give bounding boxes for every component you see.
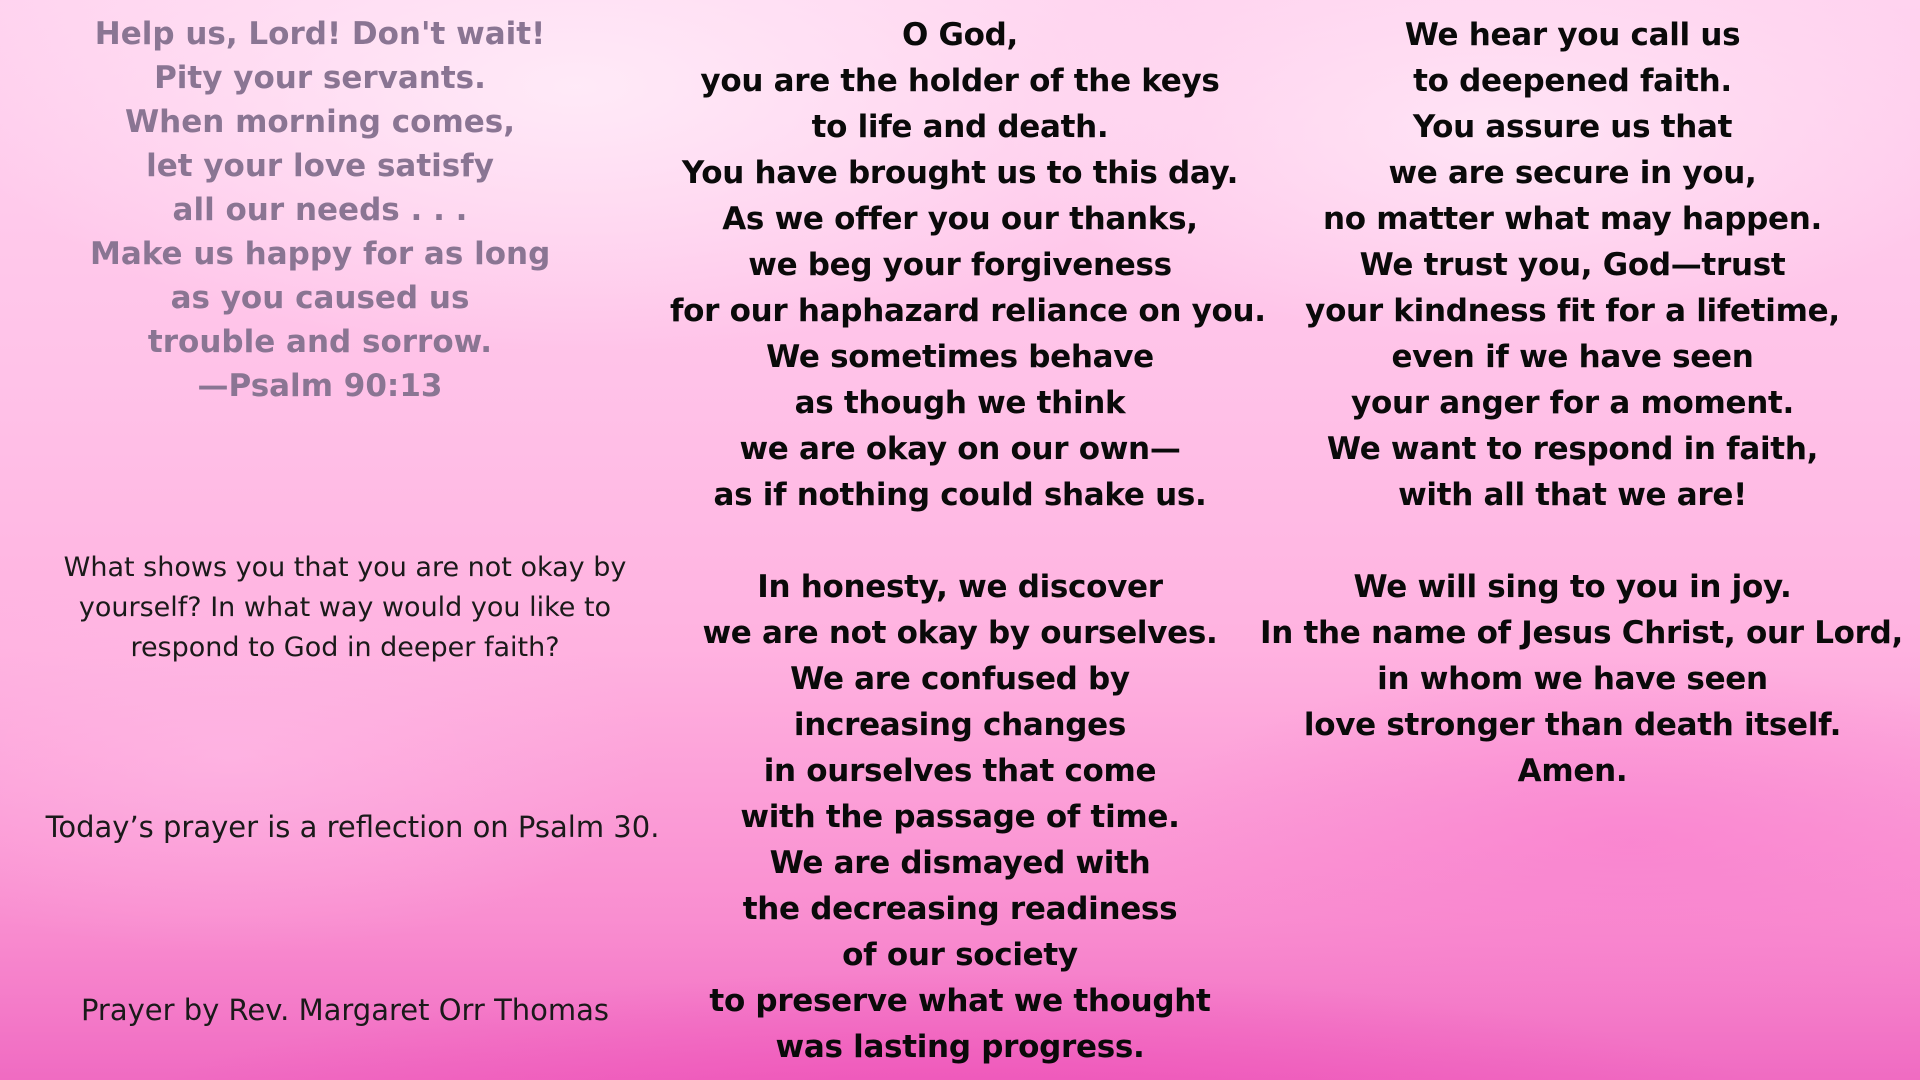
question-line: What shows you that you are not okay by — [63, 552, 627, 583]
scripture-quote — [90, 12, 550, 408]
prayer-line: love stronger than death itself. — [1303, 707, 1842, 743]
prayer-line: we are okay on our own— — [739, 431, 1181, 467]
prayer-line: we are not okay by ourselves. — [702, 615, 1218, 651]
prayer-line: even if we have seen — [1391, 339, 1754, 375]
stanza-break — [1260, 518, 1885, 564]
prayer-line: as though we think — [794, 385, 1126, 421]
prayer-line: with all that we are! — [1398, 477, 1747, 513]
prayer-line: as if nothing could shake us. — [713, 477, 1207, 513]
prayer-line: You assure us that — [1412, 109, 1733, 145]
prayer-line: to preserve what we thought — [709, 983, 1211, 1019]
prayer-line: to life and death. — [811, 109, 1109, 145]
prayer-line: was lasting progress. — [775, 1029, 1145, 1065]
prayer-line: We are dismayed with — [769, 845, 1151, 881]
prayer-line: with the passage of time. — [740, 799, 1180, 835]
prayer-line: We are confused by — [790, 661, 1130, 697]
prayer-line: we beg your forgiveness — [748, 247, 1172, 283]
prayer-line: In the name of Jesus Christ, our Lord, — [1260, 615, 1904, 651]
scripture-line: When morning comes, — [124, 104, 515, 140]
stanza-break — [670, 518, 1250, 564]
prayer-line: no matter what may happen. — [1322, 201, 1823, 237]
prayer-line: In honesty, we discover — [757, 569, 1163, 605]
prayer-line: your anger for a moment. — [1351, 385, 1794, 421]
prayer-line: As we offer you our thanks, — [722, 201, 1198, 237]
prayer-line: We sometimes behave — [766, 339, 1154, 375]
question-line: respond to God in deeper faith? — [130, 632, 560, 663]
scripture-line: Make us happy for as long — [90, 236, 551, 272]
prayer-line: for our haphazard reliance on you. — [670, 293, 1266, 329]
scripture-citation: —Psalm 90:13 — [197, 368, 443, 404]
prayer-line: your kindness fit for a lifetime, — [1305, 293, 1840, 329]
scripture-line: trouble and sorrow. — [147, 324, 493, 360]
prayer-line: You have brought us to this day. — [681, 155, 1239, 191]
scripture-line: Help us, Lord! Don't wait! — [94, 16, 546, 52]
scripture-line: let your love satisfy — [146, 148, 494, 184]
prayer-line: of our society — [842, 937, 1078, 973]
prayer-line: increasing changes — [793, 707, 1127, 743]
prayer-line: We will sing to you in joy. — [1353, 569, 1792, 605]
prayer-line: We hear you call us — [1404, 17, 1741, 53]
prayer-amen: Amen. — [1517, 753, 1628, 789]
prayer-credit: Prayer by Rev. Margaret Orr Thomas — [80, 993, 610, 1027]
prayer-line: We trust you, God—trust — [1359, 247, 1786, 283]
prayer-line: We want to respond in faith, — [1326, 431, 1819, 467]
prayer-column-right — [1260, 12, 1904, 794]
prayer-column-middle — [670, 12, 1266, 1070]
prayer-line: to deepened faith. — [1413, 63, 1732, 99]
scripture-line: as you caused us — [170, 280, 470, 316]
prayer-line: we are secure in you, — [1388, 155, 1757, 191]
scripture-line: Pity your servants. — [154, 60, 486, 96]
prayer-line: in whom we have seen — [1377, 661, 1768, 697]
question-line: yourself? In what way would you like to — [78, 592, 612, 623]
reflection-question — [30, 548, 660, 668]
psalm-reflection-note: Today’s prayer is a reflection on Psalm 30. — [45, 810, 660, 844]
scripture-line: all our needs . . . — [172, 192, 468, 228]
prayer-line: in ourselves that come — [763, 753, 1157, 789]
prayer-line: O God, — [901, 17, 1019, 53]
prayer-line: you are the holder of the keys — [700, 63, 1220, 99]
prayer-line: the decreasing readiness — [742, 891, 1178, 927]
